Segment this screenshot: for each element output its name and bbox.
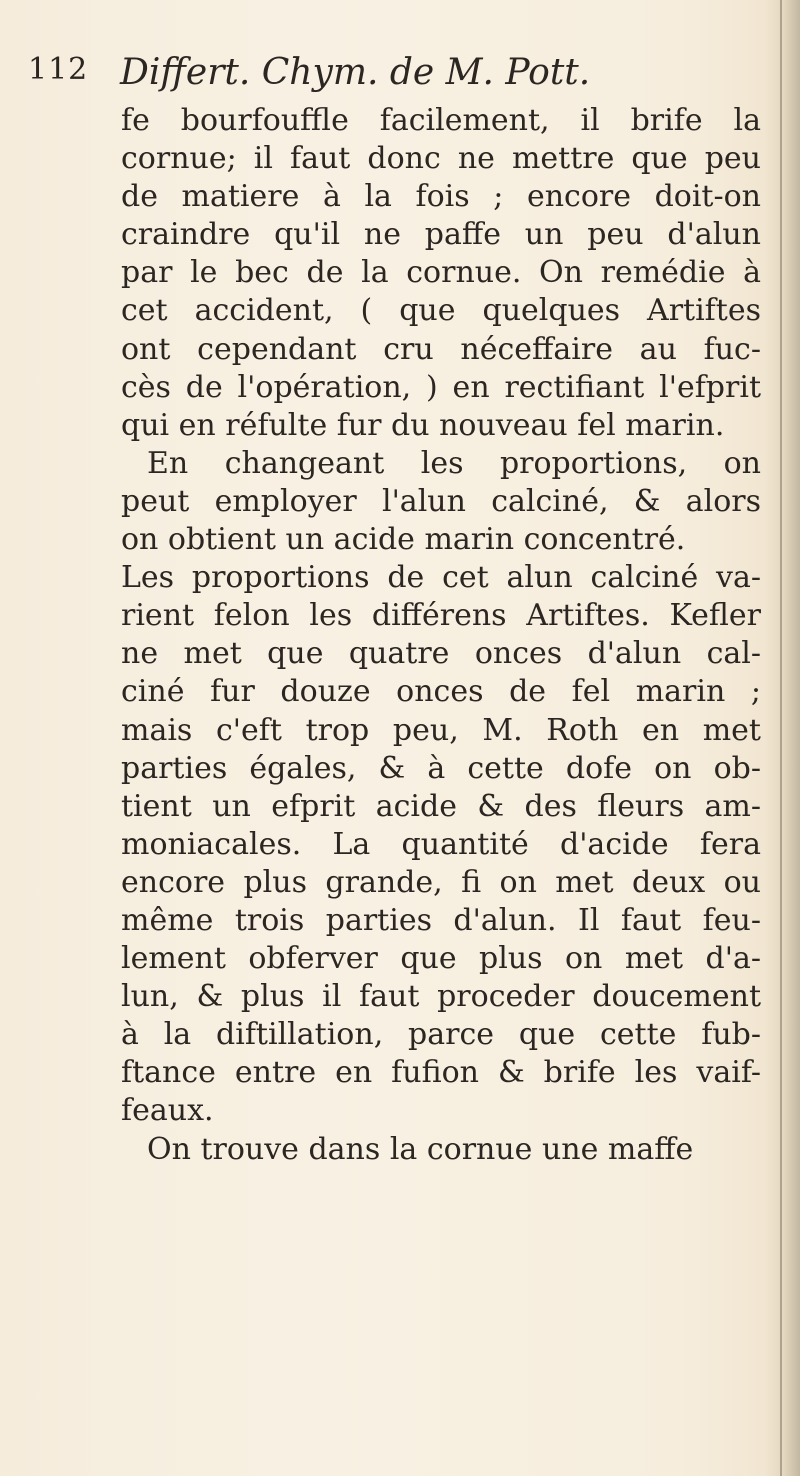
text-line: ont cependant cru néceffaire au fuc- [121, 331, 761, 367]
text-line: parties égales, & à cette dofe on ob- [121, 750, 761, 786]
text-line: Les proportions de cet alun calciné va- [121, 560, 761, 596]
page-edge-shadow [764, 0, 800, 1476]
body-text [121, 102, 761, 1169]
text-line: cet accident, ( que quelques Artiftes [121, 293, 761, 329]
text-line: encore plus grande, fi on met deux ou [121, 864, 761, 900]
text-line: mais c'eft trop peu, M. Roth en met [121, 712, 761, 748]
text-line: peut employer l'alun calciné, & alors [121, 483, 761, 519]
paragraph-start-line: En changeant les proportions, on [147, 445, 761, 481]
text-line: rient felon les différens Artiftes. Kefler [121, 598, 761, 634]
text-line: même trois parties d'alun. Il faut feu- [121, 902, 761, 938]
running-head [28, 52, 740, 102]
text-line: feaux. [121, 1093, 214, 1129]
text-line: moniacales. La quantité d'acide fera [121, 826, 761, 862]
text-line: lun, & plus il faut proceder doucement [121, 979, 761, 1015]
text-line: lement obferver que plus on met d'a- [121, 941, 761, 977]
text-line: ftance entre en fufion & brife les vaif- [121, 1055, 761, 1091]
text-line: craindre qu'il ne paffe un peu d'alun [121, 217, 761, 253]
paragraph-start-line: On trouve dans la cornue une maffe [147, 1131, 694, 1167]
text-line: à la diftillation, parce que cette fub- [121, 1017, 761, 1053]
text-line: de matiere à la fois ; encore doit-on [121, 179, 761, 215]
text-line: on obtient un acide marin concentré. [121, 522, 686, 558]
text-line: fe bourfouffle facilement, il brife la [121, 103, 761, 138]
text-line: ne met que quatre onces d'alun cal- [121, 636, 761, 672]
page-number: 112 [28, 52, 89, 87]
text-line: tient un efprit acide & des fleurs am- [121, 788, 761, 824]
text-line: par le bec de la cornue. On remédie à [121, 255, 761, 291]
text-line: cès de l'opération, ) en rectifiant l'efprit [121, 369, 761, 405]
page-edge-line [780, 0, 782, 1476]
running-head-title: Differt. Chym. de M. Pott. [120, 52, 591, 93]
text-line: ciné fur douze onces de fel marin ; [121, 674, 761, 710]
text-line: qui en réfulte fur du nouveau fel marin. [121, 407, 725, 443]
text-line: cornue; il faut donc ne mettre que peu [121, 141, 761, 177]
